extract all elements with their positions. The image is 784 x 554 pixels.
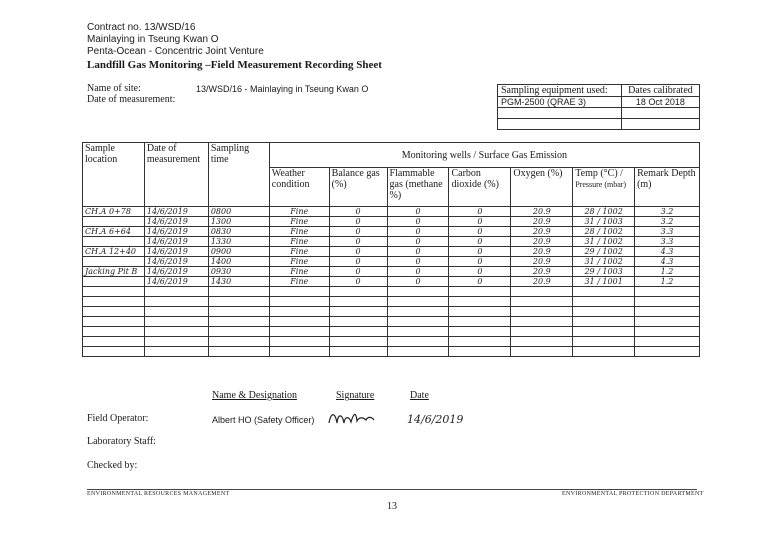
cell-balance: 0: [329, 207, 387, 217]
table-row-empty: [83, 287, 700, 297]
cell-temp-pressure: 28 / 1002: [573, 207, 635, 217]
table-row-empty: [83, 297, 700, 307]
cell-empty: [269, 317, 329, 327]
cell-location: Jacking Pit B: [83, 267, 145, 277]
cell-weather: Fine: [269, 247, 329, 257]
cell-temp-pressure: 29 / 1003: [573, 267, 635, 277]
cell-flammable: 0: [387, 267, 449, 277]
cell-co2: 0: [449, 247, 511, 257]
cell-empty: [208, 297, 269, 307]
header-location: Sample location: [83, 143, 145, 207]
cell-empty: [83, 337, 145, 347]
cell-time: 1300: [208, 217, 269, 227]
cell-flammable: 0: [387, 227, 449, 237]
cell-oxygen: 20.9: [511, 207, 573, 217]
cell-flammable: 0: [387, 247, 449, 257]
cell-empty: [329, 307, 387, 317]
cell-empty: [144, 327, 208, 337]
cell-weather: Fine: [269, 217, 329, 227]
cell-weather: Fine: [269, 207, 329, 217]
cell-co2: 0: [449, 207, 511, 217]
cell-location: [83, 277, 145, 287]
cell-empty: [635, 347, 700, 357]
cell-date: 14/6/2019: [144, 217, 208, 227]
cell-empty: [449, 337, 511, 347]
cell-empty: [329, 317, 387, 327]
header-temp: Temp (°C) /: [575, 168, 623, 179]
table-row-empty: [83, 317, 700, 327]
cell-date: 14/6/2019: [144, 207, 208, 217]
table-row: [83, 237, 700, 247]
cell-flammable: 0: [387, 237, 449, 247]
cell-date: 14/6/2019: [144, 277, 208, 287]
header-date: Date of measurement: [144, 143, 208, 207]
header-monitoring-group: Monitoring wells / Surface Gas Emission: [269, 143, 699, 168]
sheet-title: Landfill Gas Monitoring –Field Measurement Recording Sheet: [87, 59, 382, 71]
field-operator-name: Albert HO (Safety Officer): [212, 415, 315, 425]
cell-empty: [635, 327, 700, 337]
cell-empty: [635, 317, 700, 327]
table-row-empty: [83, 347, 700, 357]
cell-empty: [329, 347, 387, 357]
cell-depth: 3.3: [635, 227, 700, 237]
cell-balance: 0: [329, 247, 387, 257]
cell-empty: [83, 327, 145, 337]
cell-empty: [387, 307, 449, 317]
cell-date: 14/6/2019: [144, 267, 208, 277]
cell-temp-pressure: 29 / 1002: [573, 247, 635, 257]
cell-empty: [449, 347, 511, 357]
table-row: [83, 227, 700, 237]
cell-depth: 3.3: [635, 237, 700, 247]
table-row: [83, 267, 700, 277]
cell-weather: Fine: [269, 267, 329, 277]
cell-time: 0830: [208, 227, 269, 237]
cell-empty: [83, 307, 145, 317]
cell-empty: [144, 337, 208, 347]
cell-empty: [208, 337, 269, 347]
table-row: [83, 277, 700, 287]
cell-empty: [269, 347, 329, 357]
footer-rule: [87, 489, 697, 490]
cell-oxygen: 20.9: [511, 277, 573, 287]
page-number: 13: [387, 501, 397, 512]
cell-empty: [449, 287, 511, 297]
cell-empty: [269, 337, 329, 347]
equipment-empty: [498, 119, 622, 130]
cell-empty: [208, 327, 269, 337]
operator-signature: [326, 408, 386, 428]
cell-empty: [208, 307, 269, 317]
cell-weather: Fine: [269, 257, 329, 267]
cell-weather: Fine: [269, 227, 329, 237]
table-row: [83, 217, 700, 227]
cell-empty: [573, 327, 635, 337]
cell-time: 1400: [208, 257, 269, 267]
cell-date: 14/6/2019: [144, 247, 208, 257]
cell-empty: [83, 347, 145, 357]
cell-empty: [573, 297, 635, 307]
table-row-empty: [83, 327, 700, 337]
cell-weather: Fine: [269, 237, 329, 247]
equipment-table: [497, 84, 700, 130]
cell-empty: [449, 307, 511, 317]
cell-empty: [144, 297, 208, 307]
table-row-empty: [83, 307, 700, 317]
equipment-item: PGM-2500 (QRAE 3): [498, 97, 622, 108]
cell-empty: [511, 327, 573, 337]
equipment-header: Sampling equipment used:: [498, 85, 622, 97]
calibration-header: Dates calibrated: [621, 85, 699, 97]
cell-empty: [329, 327, 387, 337]
cell-time: 1330: [208, 237, 269, 247]
cell-balance: 0: [329, 267, 387, 277]
cell-empty: [208, 287, 269, 297]
header-flammable-gas: Flammable gas (methane %): [387, 168, 449, 207]
cell-empty: [329, 297, 387, 307]
cell-empty: [573, 307, 635, 317]
cell-depth: 3.2: [635, 207, 700, 217]
cell-location: CH.A 6+64: [83, 227, 145, 237]
cell-balance: 0: [329, 237, 387, 247]
cell-empty: [387, 347, 449, 357]
cell-empty: [511, 287, 573, 297]
cell-flammable: 0: [387, 217, 449, 227]
cell-empty: [269, 287, 329, 297]
cell-balance: 0: [329, 227, 387, 237]
cell-empty: [144, 307, 208, 317]
cell-empty: [208, 347, 269, 357]
equipment-empty: [498, 108, 622, 119]
cell-co2: 0: [449, 217, 511, 227]
footer-right: ENVIRONMENTAL PROTECTION DEPARTMENT: [562, 491, 704, 497]
cell-empty: [573, 287, 635, 297]
table-row: [83, 247, 700, 257]
cell-flammable: 0: [387, 207, 449, 217]
cell-balance: 0: [329, 277, 387, 287]
cell-empty: [329, 337, 387, 347]
cell-co2: 0: [449, 267, 511, 277]
cell-empty: [387, 287, 449, 297]
field-operator-label: Field Operator:: [87, 413, 149, 424]
cell-empty: [511, 307, 573, 317]
lab-staff-label: Laboratory Staff:: [87, 436, 156, 447]
cell-empty: [635, 287, 700, 297]
table-row-empty: [83, 337, 700, 347]
cell-empty: [573, 317, 635, 327]
cell-empty: [83, 287, 145, 297]
cell-depth: 1.2: [635, 277, 700, 287]
cell-flammable: 0: [387, 277, 449, 287]
field-operator-date: 14/6/2019: [407, 413, 464, 426]
cell-time: 0930: [208, 267, 269, 277]
cell-empty: [511, 317, 573, 327]
cell-temp-pressure: 31 / 1001: [573, 277, 635, 287]
cell-balance: 0: [329, 257, 387, 267]
cell-time: 1430: [208, 277, 269, 287]
cell-time: 0800: [208, 207, 269, 217]
cell-depth: 1.2: [635, 267, 700, 277]
cell-co2: 0: [449, 237, 511, 247]
measurement-table: [82, 142, 700, 357]
name-designation-header: Name & Designation: [212, 390, 297, 401]
equipment-empty: [621, 108, 699, 119]
cell-date: 14/6/2019: [144, 227, 208, 237]
cell-location: CH.A 12+40: [83, 247, 145, 257]
cell-oxygen: 20.9: [511, 227, 573, 237]
cell-empty: [511, 297, 573, 307]
date-header: Date: [410, 390, 429, 401]
cell-co2: 0: [449, 227, 511, 237]
cell-empty: [387, 317, 449, 327]
cell-empty: [144, 317, 208, 327]
header-remark-depth: Remark Depth (m): [635, 168, 700, 207]
cell-location: [83, 257, 145, 267]
cell-empty: [635, 297, 700, 307]
cell-temp-pressure: 28 / 1002: [573, 227, 635, 237]
cell-empty: [449, 317, 511, 327]
cell-empty: [449, 327, 511, 337]
cell-oxygen: 20.9: [511, 237, 573, 247]
cell-co2: 0: [449, 277, 511, 287]
cell-date: 14/6/2019: [144, 257, 208, 267]
cell-empty: [573, 347, 635, 357]
site-name-value: 13/WSD/16 - Mainlaying in Tseung Kwan O: [196, 84, 369, 94]
cell-temp-pressure: 31 / 1002: [573, 257, 635, 267]
cell-balance: 0: [329, 217, 387, 227]
cell-empty: [329, 287, 387, 297]
header-balance-gas: Balance gas (%): [329, 168, 387, 207]
date-label: Date of measurement:: [87, 94, 176, 105]
cell-empty: [387, 327, 449, 337]
signature-header: Signature: [336, 390, 375, 401]
cell-empty: [635, 337, 700, 347]
cell-empty: [269, 327, 329, 337]
cell-empty: [208, 317, 269, 327]
cell-empty: [511, 347, 573, 357]
cell-oxygen: 20.9: [511, 247, 573, 257]
cell-flammable: 0: [387, 257, 449, 267]
cell-empty: [269, 297, 329, 307]
cell-co2: 0: [449, 257, 511, 267]
cell-empty: [635, 307, 700, 317]
project-name: Mainlaying in Tseung Kwan O: [87, 34, 219, 45]
cell-time: 0900: [208, 247, 269, 257]
cell-location: [83, 217, 145, 227]
table-row: [83, 207, 700, 217]
cell-empty: [387, 297, 449, 307]
contract-number: Contract no. 13/WSD/16: [87, 22, 196, 33]
header-pressure: Pressure (mbar): [575, 180, 627, 189]
header-carbon-dioxide: Carbon dioxide (%): [449, 168, 511, 207]
cell-depth: 4.3: [635, 257, 700, 267]
cell-empty: [387, 337, 449, 347]
cell-location: [83, 237, 145, 247]
cell-weather: Fine: [269, 277, 329, 287]
cell-oxygen: 20.9: [511, 267, 573, 277]
header-time: Sampling time: [208, 143, 269, 207]
cell-empty: [269, 307, 329, 317]
footer-left: ENVIRONMENTAL RESOURCES MANAGEMENT: [87, 491, 230, 497]
cell-empty: [144, 287, 208, 297]
site-name-label: Name of site:: [87, 83, 141, 94]
cell-empty: [83, 317, 145, 327]
cell-depth: 3.2: [635, 217, 700, 227]
contractor-name: Penta-Ocean - Concentric Joint Venture: [87, 46, 264, 57]
header-oxygen: Oxygen (%): [511, 168, 573, 207]
cell-empty: [449, 297, 511, 307]
table-row: [83, 257, 700, 267]
header-temp-pressure: [573, 168, 635, 207]
cell-oxygen: 20.9: [511, 257, 573, 267]
checked-by-label: Checked by:: [87, 460, 138, 471]
cell-temp-pressure: 31 / 1002: [573, 237, 635, 247]
cell-empty: [144, 347, 208, 357]
calibration-date: 18 Oct 2018: [621, 97, 699, 108]
cell-empty: [83, 297, 145, 307]
cell-empty: [573, 337, 635, 347]
cell-date: 14/6/2019: [144, 237, 208, 247]
equipment-empty: [621, 119, 699, 130]
cell-depth: 4.3: [635, 247, 700, 257]
cell-location: CH.A 0+78: [83, 207, 145, 217]
header-weather: Weather condition: [269, 168, 329, 207]
cell-temp-pressure: 31 / 1003: [573, 217, 635, 227]
cell-oxygen: 20.9: [511, 217, 573, 227]
cell-empty: [511, 337, 573, 347]
